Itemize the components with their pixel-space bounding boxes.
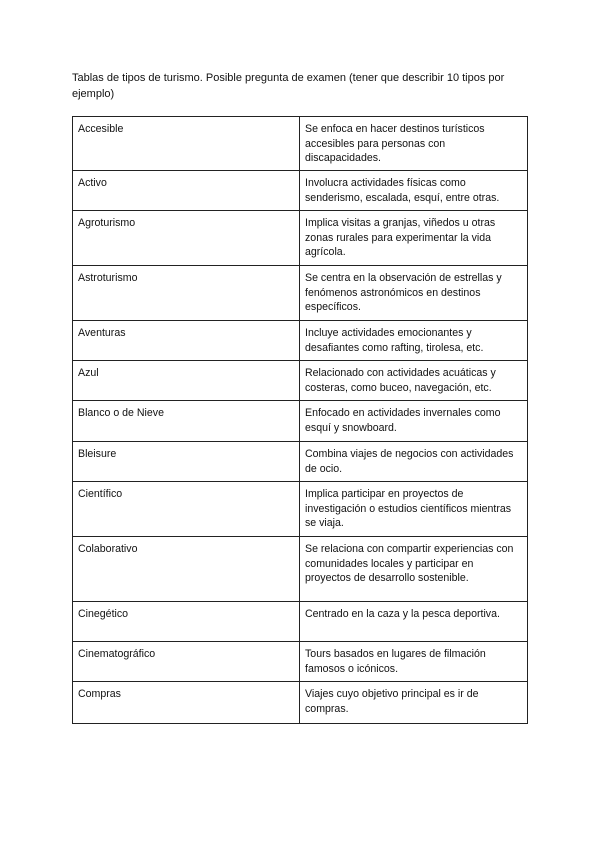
- table-row: [73, 602, 528, 642]
- table-row: [73, 482, 528, 537]
- tourism-description-cell: Implica participar en proyectos de investigación o estudios científicos mientras se viaja.: [300, 482, 528, 537]
- tourism-description-cell: Viajes cuyo objetivo principal es ir de compras.: [300, 682, 528, 724]
- table-row: [73, 682, 528, 724]
- tourism-description-cell: Combina viajes de negocios con actividades de ocio.: [300, 442, 528, 482]
- table-row: [73, 361, 528, 401]
- tourism-description-cell: Incluye actividades emocionantes y desafiantes como rafting, tirolesa, etc.: [300, 321, 528, 361]
- tourism-type-cell: Cinegético: [73, 602, 300, 642]
- table-row: [73, 171, 528, 211]
- tourism-type-cell: Aventuras: [73, 321, 300, 361]
- tourism-types-table: [72, 116, 528, 724]
- tourism-type-cell: Azul: [73, 361, 300, 401]
- tourism-description-cell: Relacionado con actividades acuáticas y costeras, como buceo, navegación, etc.: [300, 361, 528, 401]
- table-row: [73, 442, 528, 482]
- tourism-description-cell: Involucra actividades físicas como senderismo, escalada, esquí, entre otras.: [300, 171, 528, 211]
- tourism-description-cell: Se centra en la observación de estrellas y fenómenos astronómicos en destinos específicos.: [300, 266, 528, 321]
- tourism-type-cell: Blanco o de Nieve: [73, 401, 300, 442]
- tourism-type-cell: Activo: [73, 171, 300, 211]
- table-row: [73, 211, 528, 266]
- table-row: [73, 266, 528, 321]
- tourism-type-cell: Accesible: [73, 117, 300, 171]
- tourism-type-cell: Compras: [73, 682, 300, 724]
- table-row: [73, 401, 528, 442]
- tourism-description-cell: Enfocado en actividades invernales como esquí y snowboard.: [300, 401, 528, 442]
- tourism-type-cell: Bleisure: [73, 442, 300, 482]
- intro-text: Tablas de tipos de turismo. Posible pregunta de examen (tener que describir 10 tipos por ejemplo): [72, 72, 505, 100]
- table-row: [73, 642, 528, 682]
- tourism-description-cell: Implica visitas a granjas, viñedos u otras zonas rurales para experimentar la vida agrícola.: [300, 211, 528, 266]
- tourism-type-cell: Cinematográfico: [73, 642, 300, 682]
- tourism-type-cell: Astroturismo: [73, 266, 300, 321]
- tourism-type-cell: Agroturismo: [73, 211, 300, 266]
- tourism-type-cell: Colaborativo: [73, 537, 300, 602]
- tourism-description-cell: Se enfoca en hacer destinos turísticos accesibles para personas con discapacidades.: [300, 117, 528, 171]
- tourism-description-cell: Se relaciona con compartir experiencias con comunidades locales y participar en proyectos de desarrollo sostenible.: [300, 537, 528, 602]
- tourism-description-cell: Centrado en la caza y la pesca deportiva.: [300, 602, 528, 642]
- table-row: [73, 321, 528, 361]
- table-row: [73, 537, 528, 602]
- table-row: [73, 117, 528, 171]
- tourism-description-cell: Tours basados en lugares de filmación famosos o icónicos.: [300, 642, 528, 682]
- tourism-type-cell: Científico: [73, 482, 300, 537]
